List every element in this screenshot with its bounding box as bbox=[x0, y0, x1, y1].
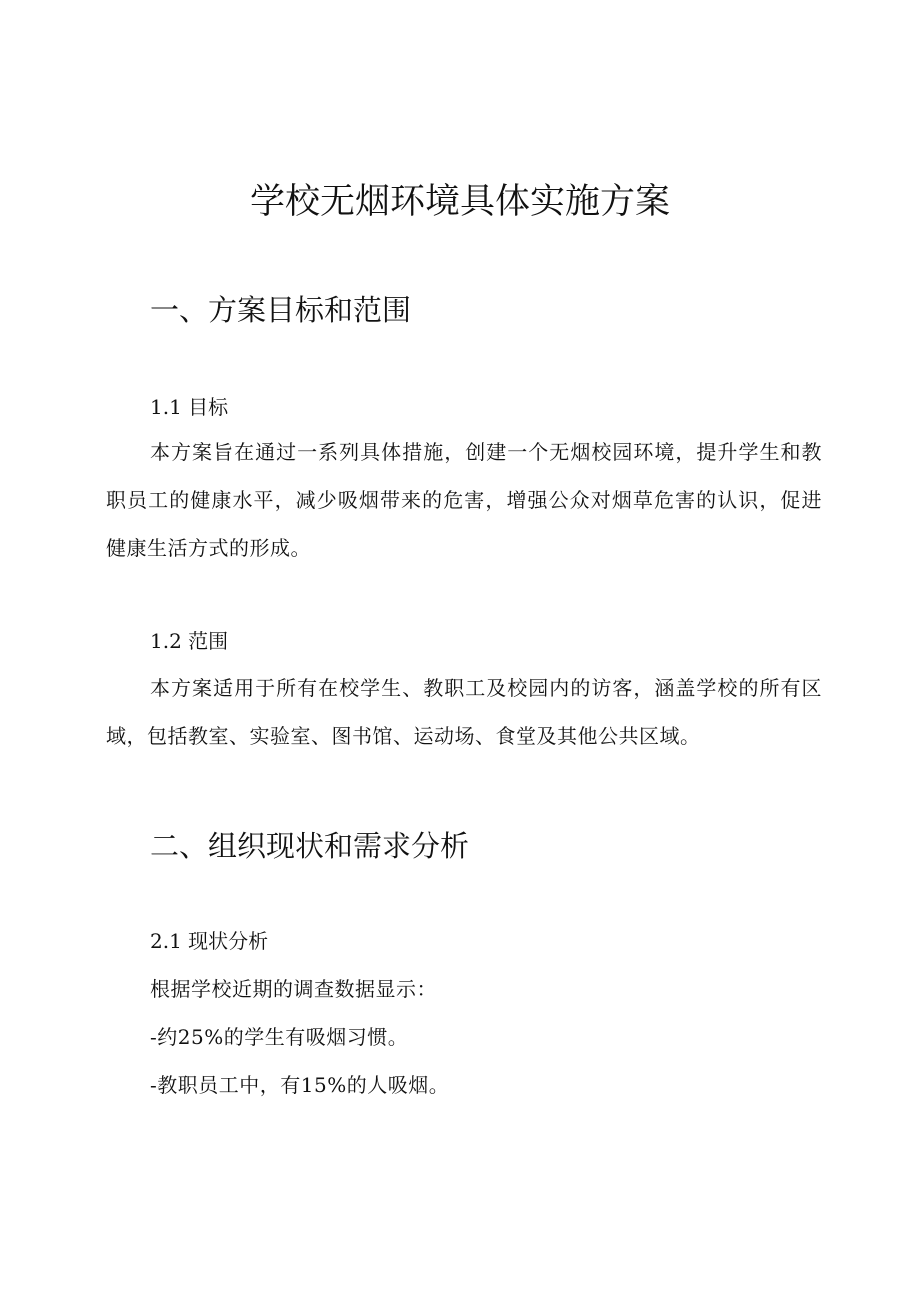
subsection-heading-1-1: 1.1 目标 bbox=[150, 395, 229, 419]
section-heading-1: 一、方案目标和范围 bbox=[150, 293, 412, 327]
paragraph-scope: 本方案适用于所有在校学生、教职工及校园内的访客，涵盖学校的所有区域，包括教室、实验室、图书馆、运动场、食堂及其他公共区域。 bbox=[106, 676, 822, 748]
paragraph-goal: 本方案旨在通过一系列具体措施，创建一个无烟校园环境，提升学生和教职员工的健康水平，减少吸烟带来的危害，增强公众对烟草危害的认识，促进健康生活方式的形成。 bbox=[106, 440, 822, 560]
subsection-heading-1-2: 1.2 范围 bbox=[150, 629, 229, 653]
section-heading-2: 二、组织现状和需求分析 bbox=[150, 829, 470, 863]
list-item: -教职员工中，有15%的人吸烟。 bbox=[150, 1073, 450, 1097]
subsection-heading-2-1: 2.1 现状分析 bbox=[150, 929, 269, 953]
list-item: -约25%的学生有吸烟习惯。 bbox=[150, 1025, 409, 1049]
analysis-intro: 根据学校近期的调查数据显示： bbox=[150, 977, 437, 1001]
document-title: 学校无烟环境具体实施方案 bbox=[249, 182, 670, 222]
